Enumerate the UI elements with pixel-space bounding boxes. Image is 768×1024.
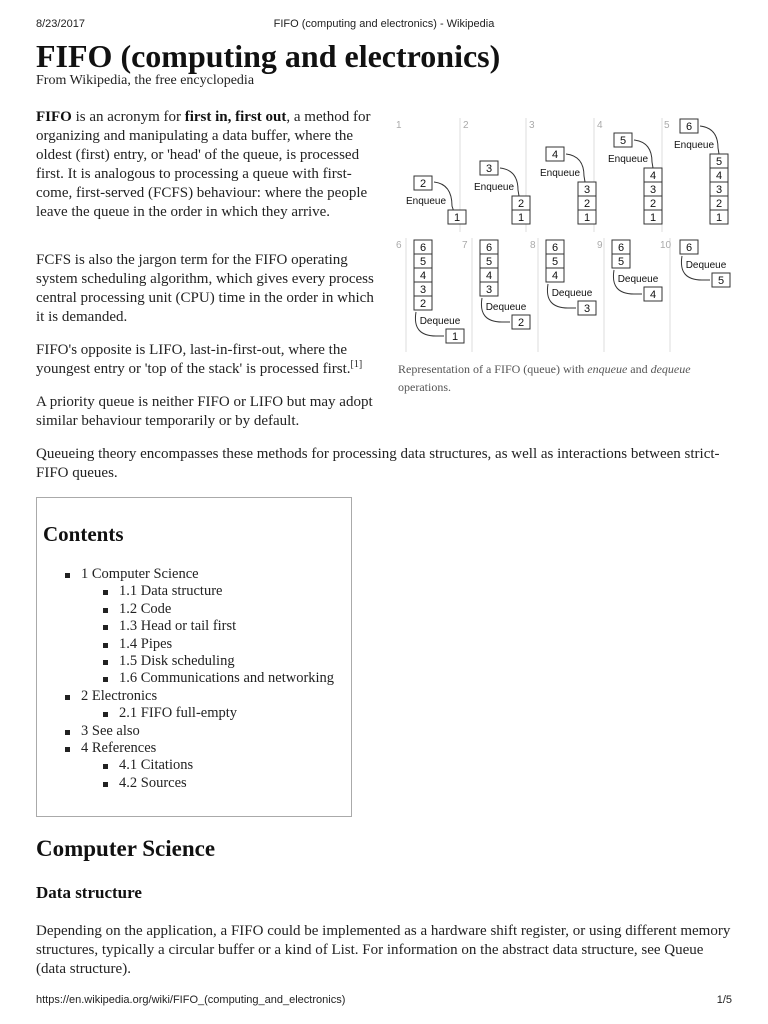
toc-link[interactable]: 1.6 Communications and networking bbox=[119, 670, 335, 687]
data-structure-paragraph: Depending on the application, a FIFO could be implemented as a hardware shift register, or using different memory structures, typically a circular buffer or a kind of List. For information on the abstract data structure, see Queue (data structure). bbox=[36, 923, 731, 977]
step-number: 5 bbox=[664, 120, 670, 131]
queue-cell-value: 2 bbox=[517, 317, 525, 329]
term-first-in-first-out: first in, first out bbox=[184, 109, 287, 125]
table-of-contents bbox=[36, 497, 352, 817]
term-fifo: FIFO bbox=[36, 109, 72, 125]
queue-cell-value: 6 bbox=[419, 242, 427, 254]
queue-cell-value: 3 bbox=[583, 184, 591, 196]
caption-dequeue: dequeue bbox=[650, 362, 691, 376]
toc-link[interactable]: 1.3 Head or tail first bbox=[119, 618, 237, 635]
queue-cell-value: 5 bbox=[717, 275, 725, 287]
toc-heading: Contents bbox=[43, 522, 124, 546]
queue-cell-value: 4 bbox=[485, 270, 493, 282]
queue-cell-value: 2 bbox=[583, 198, 591, 210]
toc-link[interactable]: 2.1 FIFO full-empty bbox=[119, 705, 238, 722]
toc-item-pipes[interactable] bbox=[103, 636, 334, 653]
enqueue-label: Enqueue bbox=[607, 154, 649, 165]
queue-cell-value: 3 bbox=[419, 284, 427, 296]
toc-item-electronics[interactable] bbox=[65, 688, 334, 723]
intro-paragraph bbox=[36, 108, 376, 222]
queue-cell-value: 6 bbox=[685, 121, 693, 133]
step-number: 6 bbox=[396, 240, 402, 251]
step-number: 3 bbox=[529, 120, 535, 131]
toc-item-computer-science[interactable] bbox=[65, 566, 334, 688]
enqueue-label: Enqueue bbox=[473, 182, 515, 193]
toc-item-head-or-tail[interactable] bbox=[103, 618, 334, 635]
citation-link[interactable]: [1] bbox=[350, 359, 363, 370]
toc-item-see-also[interactable] bbox=[65, 723, 334, 740]
print-date: 8/23/2017 bbox=[36, 18, 85, 30]
intro-text-1: is an acronym for bbox=[71, 109, 185, 125]
lifo-paragraph bbox=[36, 341, 376, 379]
step-number: 8 bbox=[530, 240, 536, 251]
queue-cell-value: 2 bbox=[419, 298, 427, 310]
toc-list bbox=[65, 566, 334, 792]
dequeue-label: Dequeue bbox=[485, 302, 527, 313]
queue-cell-value: 3 bbox=[649, 184, 657, 196]
toc-item-citations[interactable] bbox=[103, 757, 334, 774]
queue-cell-value: 1 bbox=[451, 331, 459, 343]
queue-cell-value: 2 bbox=[517, 198, 525, 210]
queue-cell-value: 2 bbox=[649, 198, 657, 210]
queue-cell-value: 2 bbox=[419, 178, 427, 190]
queue-cell-value: 3 bbox=[583, 303, 591, 315]
queue-cell-value: 5 bbox=[419, 256, 427, 268]
queue-cell-value: 5 bbox=[551, 256, 559, 268]
toc-link[interactable]: 4 References bbox=[81, 740, 157, 757]
enqueue-label: Enqueue bbox=[539, 168, 581, 179]
toc-link[interactable]: 1.1 Data structure bbox=[119, 583, 223, 600]
queue-cell-value: 6 bbox=[551, 242, 559, 254]
step-number: 7 bbox=[462, 240, 468, 251]
queue-cell-value: 5 bbox=[617, 256, 625, 268]
queue-cell-value: 4 bbox=[649, 289, 657, 301]
step-number: 1 bbox=[396, 120, 402, 131]
toc-item-disk-scheduling[interactable] bbox=[103, 653, 334, 670]
queue-cell-value: 3 bbox=[485, 163, 493, 175]
queue-cell-value: 5 bbox=[715, 156, 723, 168]
toc-item-sources[interactable] bbox=[103, 775, 334, 792]
toc-link[interactable]: 3 See also bbox=[81, 722, 140, 739]
queue-cell-value: 5 bbox=[619, 135, 627, 147]
queue-cell-value: 5 bbox=[485, 256, 493, 268]
toc-link[interactable]: 1 Computer Science bbox=[81, 566, 199, 582]
toc-link[interactable]: 1.4 Pipes bbox=[119, 635, 173, 652]
toc-link[interactable]: 4.2 Sources bbox=[119, 774, 187, 791]
queue-cell-value: 3 bbox=[485, 284, 493, 296]
queueing-paragraph: Queueing theory encompasses these methods for processing data structures, as well as interactions between strict-FIFO queues. bbox=[36, 446, 720, 481]
queue-cell-value: 1 bbox=[583, 212, 591, 224]
subsection-heading: Data structure bbox=[36, 883, 142, 902]
fifo-queue-diagram bbox=[392, 112, 736, 362]
section-heading: Computer Science bbox=[36, 836, 216, 861]
queue-cell-value: 6 bbox=[617, 242, 625, 254]
queue-cell-value: 1 bbox=[453, 212, 461, 224]
enqueue-label: Enqueue bbox=[405, 196, 447, 207]
toc-link[interactable]: 1.2 Code bbox=[119, 600, 172, 617]
step-number: 4 bbox=[597, 120, 603, 131]
figure-caption bbox=[398, 360, 734, 396]
print-url: https://en.wikipedia.org/wiki/FIFO_(computing_and_electronics) bbox=[36, 994, 346, 1006]
queue-cell-value: 4 bbox=[649, 170, 657, 182]
toc-item-references[interactable] bbox=[65, 740, 334, 792]
queue-cell-value: 1 bbox=[649, 212, 657, 224]
dequeue-label: Dequeue bbox=[617, 274, 659, 285]
fcfs-paragraph: FCFS is also the jargon term for the FIFO operating system scheduling algorithm, which gives every process central processing unit (CPU) time in the order in which it is demanded. bbox=[36, 252, 374, 325]
toc-link[interactable]: 1.5 Disk scheduling bbox=[119, 653, 235, 670]
queue-cell-value: 4 bbox=[715, 170, 723, 182]
caption-enqueue: enqueue bbox=[587, 362, 628, 376]
step-number: 2 bbox=[463, 120, 469, 131]
queue-cell-value: 6 bbox=[485, 242, 493, 254]
queue-cell-value: 1 bbox=[715, 212, 723, 224]
queue-cell-value: 4 bbox=[551, 270, 559, 282]
dequeue-label: Dequeue bbox=[419, 316, 461, 327]
dequeue-label: Dequeue bbox=[551, 288, 593, 299]
toc-link[interactable]: 4.1 Citations bbox=[119, 757, 194, 774]
step-number: 9 bbox=[597, 240, 603, 251]
queue-cell-value: 2 bbox=[715, 198, 723, 210]
caption-text: operations. bbox=[398, 380, 451, 394]
print-title: FIFO (computing and electronics) - Wikipedia bbox=[273, 18, 495, 30]
lifo-text: FIFO's opposite is LIFO, last-in-first-out, where the youngest entry or 'top of the stack' is processed first. bbox=[36, 342, 351, 377]
page-title: FIFO (computing and electronics) bbox=[36, 38, 501, 74]
queue-cell-value: 1 bbox=[517, 212, 525, 224]
caption-text: Representation of a FIFO (queue) with bbox=[398, 362, 588, 376]
priority-paragraph: A priority queue is neither FIFO or LIFO but may adopt similar behaviour temporarily or by default. bbox=[36, 394, 373, 429]
dequeue-label: Dequeue bbox=[685, 260, 727, 271]
queue-cell-value: 4 bbox=[551, 149, 559, 161]
print-page-number: 1/5 bbox=[716, 994, 732, 1006]
toc-item-fifo-full-empty[interactable] bbox=[103, 705, 334, 722]
enqueue-label: Enqueue bbox=[673, 140, 715, 151]
queue-cell-value: 3 bbox=[715, 184, 723, 196]
toc-link[interactable]: 2 Electronics bbox=[81, 687, 158, 704]
caption-text: and bbox=[627, 362, 651, 376]
toc-item-communications[interactable] bbox=[103, 670, 334, 687]
page-subtitle: From Wikipedia, the free encyclopedia bbox=[36, 73, 255, 88]
step-number: 10 bbox=[660, 240, 672, 251]
toc-item-data-structure[interactable] bbox=[103, 583, 334, 600]
toc-item-code[interactable] bbox=[103, 601, 334, 618]
intro-text-2: , a method for organizing and manipulating a data buffer, where the oldest (first) entry, or 'head' of the queue, is processed first. It is analogous to processing a queue with first-come, first-served (FCFS) behaviour: where the people leave the queue in the order in which they arrive. bbox=[36, 109, 371, 220]
queue-cell-value: 6 bbox=[685, 242, 693, 254]
queue-cell-value: 4 bbox=[419, 270, 427, 282]
